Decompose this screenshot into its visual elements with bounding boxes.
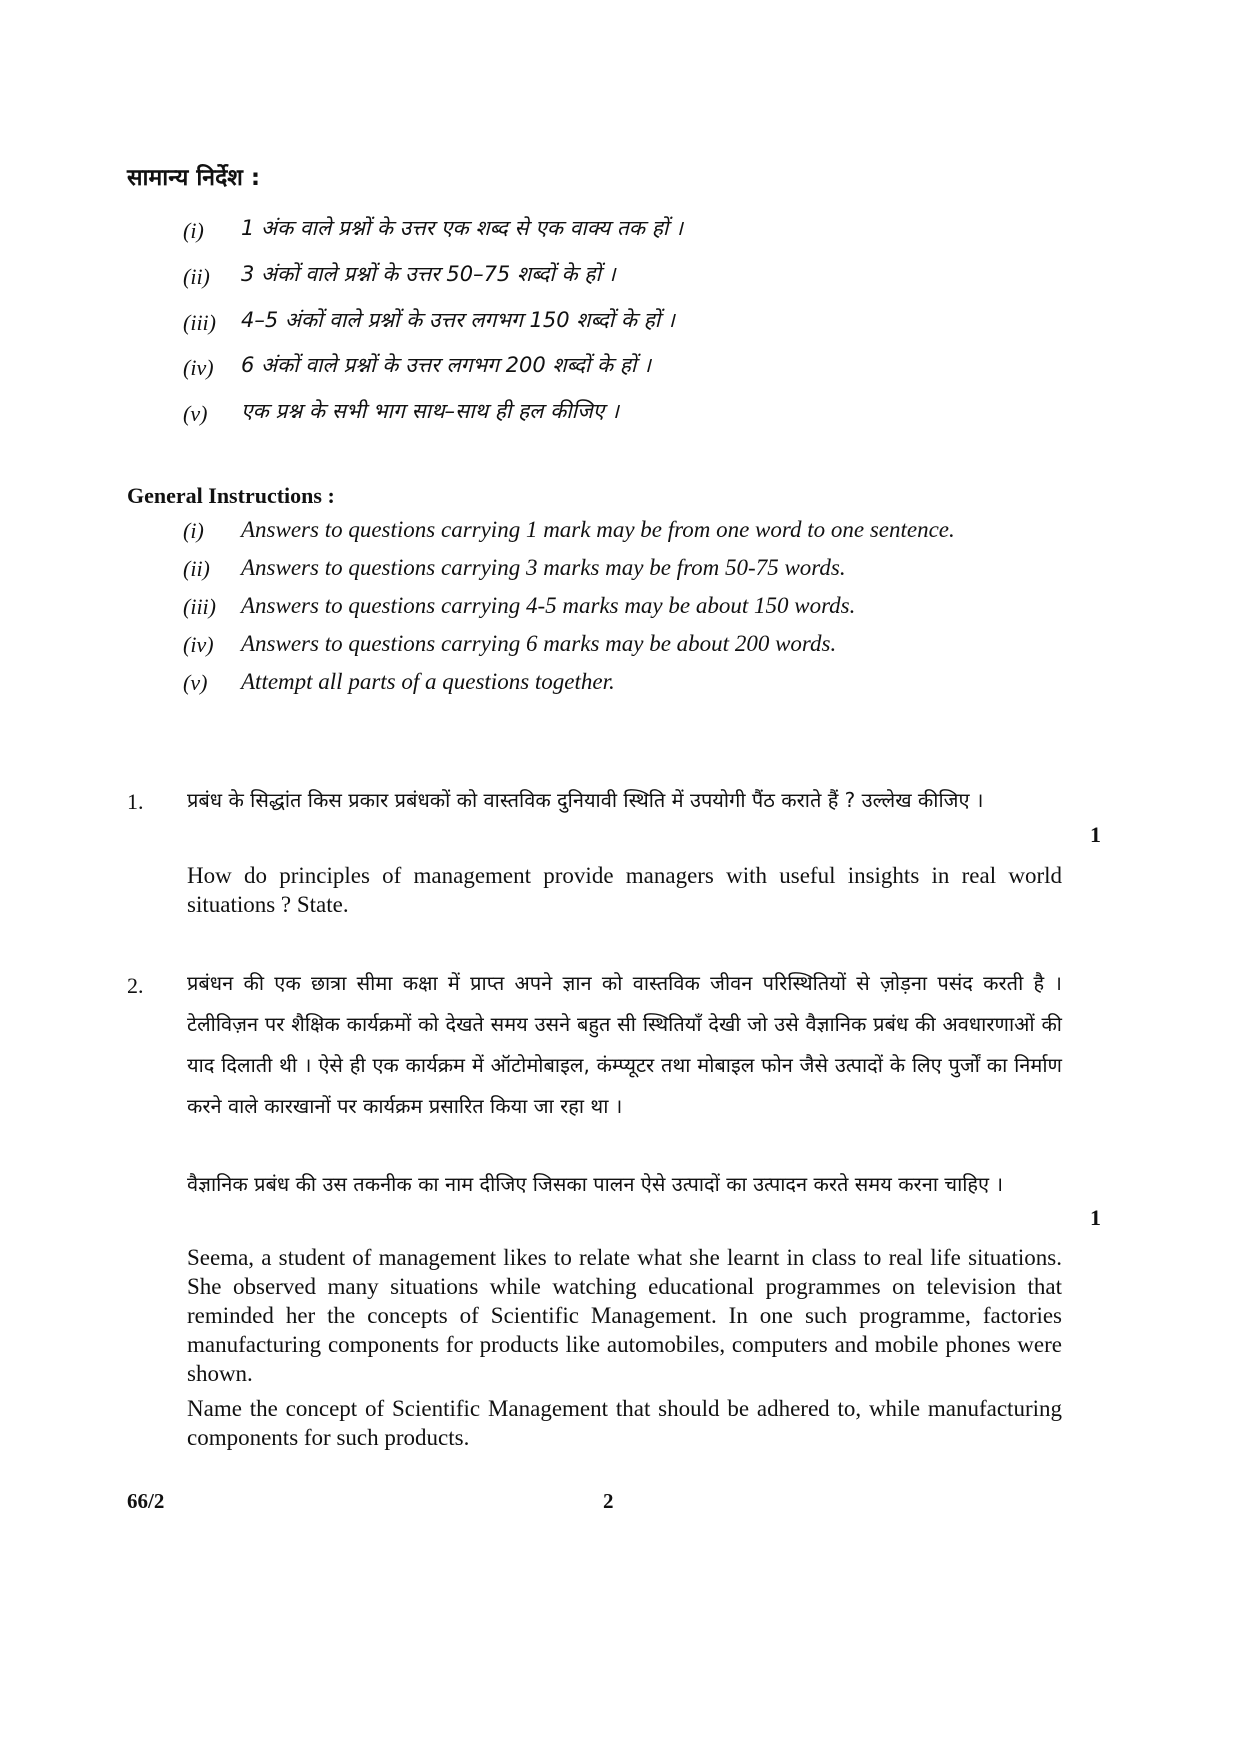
hindi-item-text: 3 अंकों वाले प्रश्नों के उत्तर 50–75 शब्दों के हों । [241,262,616,286]
english-item-num: (v) [183,670,208,695]
hindi-instructions-heading: सामान्य निर्देश : [127,165,261,191]
question-number: 2. [127,973,144,998]
question-number: 1. [127,789,144,814]
hindi-item-num: (v) [183,401,208,426]
hindi-item-num: (iv) [183,355,214,380]
paper-code: 66/2 [127,1489,165,1513]
english-item-text: Attempt all parts of a questions together. [241,669,615,694]
english-item-num: (ii) [183,556,210,581]
hindi-item-text: एक प्रश्न के सभी भाग साथ–साथ ही हल कीजिए । [241,399,619,423]
english-instructions-heading: General Instructions : [127,483,335,508]
english-item-num: (iii) [183,594,216,619]
hindi-item-text: 1 अंक वाले प्रश्नों के उत्तर एक शब्द से एक वाक्य तक हों । [241,216,683,240]
hindi-item-text: 4–5 अंकों वाले प्रश्नों के उत्तर लगभग 150 शब्दों के हों । [241,308,675,332]
question-2-hindi-task: वैज्ञानिक प्रबंध की उस तकनीक का नाम दीजिए जिसका पालन ऐसे उत्पादों का उत्पादन करते समय करना चाहिए । [187,1172,1004,1196]
hindi-item-num: (ii) [183,264,210,289]
english-item-num: (i) [183,518,204,543]
question-1-english: How do principles of management provide managers with useful insights in real world situations ? State. [187,863,1062,917]
english-item-text: Answers to questions carrying 4-5 marks may be about 150 words. [241,593,856,618]
english-item-text: Answers to questions carrying 1 mark may be from one word to one sentence. [241,517,955,542]
english-item-text: Answers to questions carrying 3 marks may be from 50-75 words. [241,555,846,580]
question-2-english-task: Name the concept of Scientific Management that should be adhered to, while manufacturing components for such products. [187,1396,1062,1450]
hindi-item-num: (iii) [183,310,216,335]
question-2-hindi: प्रबंधन की एक छात्रा सीमा कक्षा में प्राप्त अपने ज्ञान को वास्तविक जीवन परिस्थितियों से ज़ोड़ना पसंद करती है । टेलीविज़न पर शैक्षिक कार्यक्रमों को देखते समय उसने बहुत सी स्थितियाँ देखी जो उसे वैज्ञानिक प्रबंध की अवधारणाओं की याद दिलाती थी । ऐसे ही एक कार्यक्रम में ऑटोमोबाइल, कंम्प्यूटर तथा मोबाइल फोन जैसे उत्पादों के लिए पुर्जों का निर्माण करने वाले कारखानों पर कार्यक्रम प्रसारित किया जा रहा था । [187,971,1062,1118]
hindi-item-num: (i) [183,218,204,243]
hindi-item-text: 6 अंकों वाले प्रश्नों के उत्तर लगभग 200 शब्दों के हों । [241,353,651,377]
question-2-english: Seema, a student of management likes to relate what she learnt in class to real life situations. She observed many situations while watching educational programmes on television that reminded her the concepts of Scientific Management. In one such programme, factories manufacturing components for products like automobiles, computers and mobile phones were shown. [187,1245,1062,1386]
english-item-text: Answers to questions carrying 6 marks may be about 200 words. [241,631,837,656]
question-1-hindi: प्रबंध के सिद्धांत किस प्रकार प्रबंधकों को वास्तविक दुनियावी स्थिति में उपयोगी पैंठ कराते हैं ? उल्लेख कीजिए । [187,788,984,812]
english-item-num: (iv) [183,632,214,657]
page-number: 2 [603,1489,614,1513]
question-1-marks: 1 [1090,822,1101,847]
question-2-marks: 1 [1090,1205,1101,1230]
